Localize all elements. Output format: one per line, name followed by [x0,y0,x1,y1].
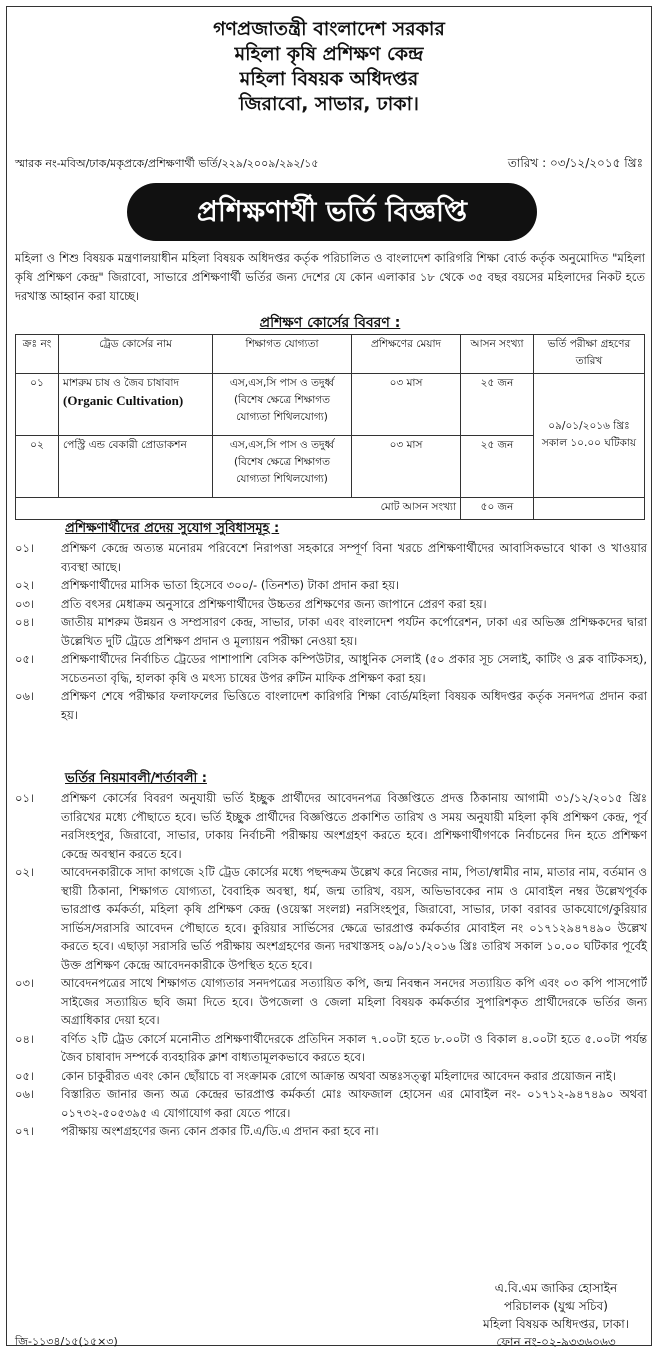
table-total-row [16,498,645,520]
header-address: জিরাবো, সাভার, ঢাকা। [239,93,419,115]
header-govt: গণপ্রজাতন্ত্রী বাংলাদেশ সরকার [213,18,445,40]
col-header: শিক্ষাগত যোগ্যতা [213,335,352,374]
item-text: জাতীয় মাশরুম উন্নয়ন ও সম্প্রসারণ কেন্দ্র, সাভার, ঢাকা এবং বাংলাদেশ পর্যটন কর্পোরেশন, ঢাকা এর অভিজ্ঞ প্রশিক্ষকদের দ্বারা উল্লেখিত দুটি ট্রেডে প্রশিক্ষণ প্রদান ও মূল্যায়ন পরীক্ষা নেওয়া হয়। [61,615,647,648]
table-header-row [16,335,645,374]
item-number: ০৫। [15,1068,35,1083]
list-item [15,613,647,650]
facilities-list [15,539,647,724]
item-number: ০২। [15,865,35,879]
item-text: বর্ণিত ২টি ট্রেড কোর্সে মনোনীত প্রশিক্ষণার্থীদেরকে প্রতিদিন সকাল ৭.০০টা হতে ৮.০০টা ও বিকাল ৪.০০টা হতে ৫.০০টা পর্যন্ত জৈব চাষাবাদ সম্পর্কে ব্যবহারিক ক্লাশ বাধ্যতামূলকভাবে করতে হবে। [61,1031,647,1064]
item-number: ০৭। [15,1124,35,1138]
list-item [15,1122,647,1141]
item-number: ০৬। [15,689,35,703]
reference-number: স্মারক নং-মবিঅ/ঢাক/মকৃপ্রকে/প্রশিক্ষণার্থী ভর্তি/২২৯/২০০৯/২৯২/১৫ [15,157,319,170]
rules-list [15,789,647,1141]
item-text: প্রতি বৎসর মেধাক্রম অনুসারে প্রশিক্ষণার্থীদের উচ্চতর প্রশিক্ষণের জন্য জাপানে প্রেরণ করা হয়। [61,596,487,611]
row-seats: ২৫ জন [461,436,534,498]
col-header: প্রশিক্ষণের মেয়াদ [352,335,461,374]
item-text: প্রশিক্ষণার্থীদের নির্বাচিত ট্রেডের পাশাপাশি বেসিক কম্পিউটার, আধুনিক সেলাই (৫০ প্রকার সূচ সেলাই, কাটিং ও ব্লক বাটিকসহ), সচেতনতা বৃদ্ধি, হালকা কৃষি ও মৎস্য চাষের উপর রুটিন মাফিক প্রশিক্ষণ করা হয়। [61,652,647,685]
total-empty-cell [534,498,645,520]
signatory-phone: ফোন নং-০২-৯৩৩৬০৬৩ [496,1335,616,1349]
title-banner: প্রশিক্ষণার্থী ভর্তি বিজ্ঞপ্তি [127,183,537,241]
table-row [16,374,645,436]
list-item [15,650,647,687]
list-item [15,687,647,724]
list-item [15,1085,647,1122]
row-qualification: এস,এস,সি পাস ও তদুর্ধ্ব (বিশেষ ক্ষেত্রে শিক্ষাগত যোগ্যতা শিথিলযোগ্য) [213,374,352,436]
col-header: ক্রঃ নং [16,335,59,374]
col-header: ভর্তি পরীক্ষা গ্রহণের তারিখ [534,335,645,374]
signatory-designation: পরিচালক (যুগ্ম সচিব) [504,1299,608,1313]
intro-paragraph: মহিলা ও শিশু বিষয়ক মন্ত্রণালয়াধীন মহিলা বিষয়ক অধিদপ্তর কর্তৃক পরিচালিত ও বাংলাদেশ কারিগরি শিক্ষা বোর্ড কর্তৃক অনুমোদিত "মহিলা কৃষি প্রশিক্ষণ কেন্দ্র" জিরাবো, সাভারে প্রশিক্ষণার্থী ভর্তির জন্য দেশের যে কোন এলাকার ১৮ থেকে ৩৫ বছর বয়সের মহিলাদের নিকট হতে দরখাস্ত আহ্বান করা যাচ্ছে। [15,251,645,303]
item-text: আবেদনকারীকে সাদা কাগজে ২টি ট্রেড কোর্সের মধ্যে পছন্দক্রম উল্লেখ করে নিজের নাম, পিতা/স্বামীর নাম, মাতার নাম, বর্তমান ও স্থায়ী ঠিকানা, শিক্ষাগত যোগ্যতা, বৈবাহিক অবস্থা, ধর্ম, জন্ম তারিখ, বয়স, অভিভাবকের নাম ও মোবাইল নম্বর উল্লেখপূর্বক ভারপ্রাপ্ত কর্মকর্তা, মহিলা কৃষি প্রশিক্ষণ কেন্দ্র (ওয়েস্কা সংলগ্ন) নরসিংহপুর, জিরাবো, সাভার, ঢাকা বরাবর ডাকযোগে/কুরিয়ার সার্ভিস/সরাসরি আবেদন পৌছাতে হবে। কুরিয়ার সার্ভিসের ক্ষেত্রে ভারপ্রাপ্ত কর্মকর্তার মোবাইল নং ০১৭১২৯৪৭৪৯০ উল্লেখ করতে হবে। এছাড়া সরাসরি ভর্তি পরীক্ষায় অংশগ্রহণের জন্য দরখাস্তসহ ০৯/০১/২০১৬ খ্রিঃ তারিখ সকাল ১০.০০ ঘটিকার পূর্বেই উক্ত প্রশিক্ষণ কেন্দ্রে আবেদনকারীকে উপস্থিত হতে হবে। [61,865,647,972]
row-serial: ০২ [16,436,59,498]
col-header: আসন সংখ্যা [461,335,534,374]
notice-page [6,6,652,1349]
header-department: মহিলা বিষয়ক অধিদপ্তর [239,68,419,90]
total-value: ৫০ জন [461,498,534,520]
item-text: পরীক্ষায় অংশগ্রহণের জন্য কোন প্রকার টি.এ/ডি.এ প্রদান করা হবে না। [61,1124,379,1138]
list-item [15,595,647,614]
col-header: ট্রেড কোর্সের নাম [59,335,213,374]
item-number: ০৩। [15,976,35,990]
row-qualification: এস,এস,সি পাস ও তদুর্ধ্ব (বিশেষ ক্ষেত্রে শিক্ষাগত যোগ্যতা শিথিলযোগ্য) [213,436,352,498]
header-centre: মহিলা কৃষি প্রশিক্ষণ কেন্দ্র [234,43,424,65]
item-text: প্রশিক্ষণ শেষে পরীক্ষার ফলাফলের ভিত্তিতে বাংলাদেশ কারিগরি শিক্ষা বোর্ড/মহিলা বিষয়ক অধিদপ্তর কর্তৃক সনদপত্র প্রদান করা হয়। [61,689,647,722]
item-number: ০৬। [15,1087,35,1101]
row-duration: ০৩ মাস [352,374,461,436]
item-number: ০৪। [15,615,35,629]
item-text: কোন চাকুরীরত এবং কোন ছোঁয়াচে বা সংক্রামক রোগে আক্রান্ত অথবা অন্তঃসত্ত্বা মহিলাদের আবেদন করার প্রয়োজন নাই। [61,1068,616,1083]
list-item [15,1067,647,1086]
facilities-title: প্রশিক্ষণার্থীদের প্রদেয় সুযোগ সুবিধাসমূহ : [65,521,280,536]
item-number: ০১। [15,541,35,555]
item-number: ০১। [15,791,35,805]
row-course-name: পেস্ট্রি এন্ড বেকারী প্রোডাকশন [59,436,213,498]
signatory-name: এ.বি.এম জাকির হোসাইন [494,1281,618,1295]
signature-block [483,1279,629,1351]
list-item [15,789,647,863]
item-text: বিস্তারিত জানার জন্য অত্র কেন্দ্রের ভারপ্রাপ্ত কর্মকর্তা মোঃ আফজাল হোসেন এর মোবাইল নং- ০১৭১২-৯৪৭৪৯০ অথবা ০১৭৩২-৫০৫৩৯৫ এ যোগাযোগ করা যেতে পারে। [61,1087,647,1120]
list-item [15,863,647,974]
item-number: ০২। [15,578,35,592]
signatory-office: মহিলা বিষয়ক অধিদপ্তর, ঢাকা। [482,1317,629,1331]
item-number: ০৩। [15,596,35,611]
list-item [15,576,647,595]
item-number: ০৪। [15,1031,35,1046]
list-item [15,974,647,1030]
item-text: প্রশিক্ষণার্থীদের মাসিক ভাতা হিসেবে ৩০০/- (তিনশত) টাকা প্রদান করা হয়। [61,578,400,592]
total-label: মোট আসন সংখ্যা [16,498,461,520]
course-name-en: (Organic Cultivation) [63,393,184,408]
course-section-title: প্রশিক্ষণ কোর্সের বিবরণ : [259,315,401,331]
row-duration: ০৩ মাস [352,436,461,498]
course-name-bn: মাশরুম চাষ ও জৈব চাষাবাদ [63,377,179,389]
exam-date: ০৯/০১/২০১৬ খ্রিঃ [548,419,630,432]
item-number: ০৫। [15,652,35,666]
row-course-name [59,374,213,436]
list-item [15,1030,647,1067]
row-seats: ২৫ জন [461,374,534,436]
notice-date: তারিখ : ০৩/১২/২০১৫ খ্রিঃ [507,156,643,170]
item-text: প্রশিক্ষণ কোর্সের বিবরণ অনুযায়ী ভর্তি ইচ্ছুক প্রার্থীদের আবেদনপত্র বিজ্ঞপ্তিতে প্রদত্ত ঠিকানায় আগামী ৩১/১২/২০১৫ খ্রিঃ তারিখের মধ্যে পৌছাতে হবে। ভর্তি ইচ্ছুক প্রার্থীদের বিজ্ঞপ্তিতে প্রকাশিত তারিখ ও সময় অনুযায়ী মহিলা কৃষি প্রশিক্ষণ কেন্দ্র, পূর্ব নরসিংহপুর, জিরাবো, সাভার, ঢাকায় নির্বাচনী পরীক্ষায় অংশগ্রহণ করতে হবে। প্রশিক্ষণার্থীগণকে নির্বাচনের দিন হতে প্রশিক্ষণ কেন্দ্রে অবস্থান করতে হবে। [61,791,647,861]
list-item [15,539,647,576]
ad-code: জি-১১৩৪/১৫(১৫×৩) [15,1335,118,1348]
header [7,17,651,117]
row-serial: ০১ [16,374,59,436]
exam-time: সকাল ১০.০০ ঘটিকায় [541,436,637,449]
exam-date-cell [534,374,645,498]
course-table [15,334,645,520]
rules-title: ভর্তির নিয়মাবলী/শর্তাবলী : [65,771,207,786]
item-text: আবেদনপত্রের সাথে শিক্ষাগত যোগ্যতার সনদপত্রের সত্যায়িত কপি, জন্ম নিবন্ধন সনদের সত্যায়িত কপি এবং ০৩ কপি পাসপোর্ট সাইজের সত্যায়িত ছবি জমা দিতে হবে। উপজেলা ও জেলা মহিলা বিষয়ক কর্মকর্তার সুপারিশকৃত প্রার্থীদেরকে ভর্তির জন্য অগ্রাধিকার দেয়া হবে। [61,976,647,1027]
item-text: প্রশিক্ষণ কেন্দ্রে অত্যন্ত মনোরম পরিবেশে নিরাপত্তা সহকারে সম্পূর্ণ বিনা খরচে প্রশিক্ষণার্থীদের আবাসিকভাবে থাকা ও খাওয়ার ব্যবস্থা আছে। [61,541,647,574]
